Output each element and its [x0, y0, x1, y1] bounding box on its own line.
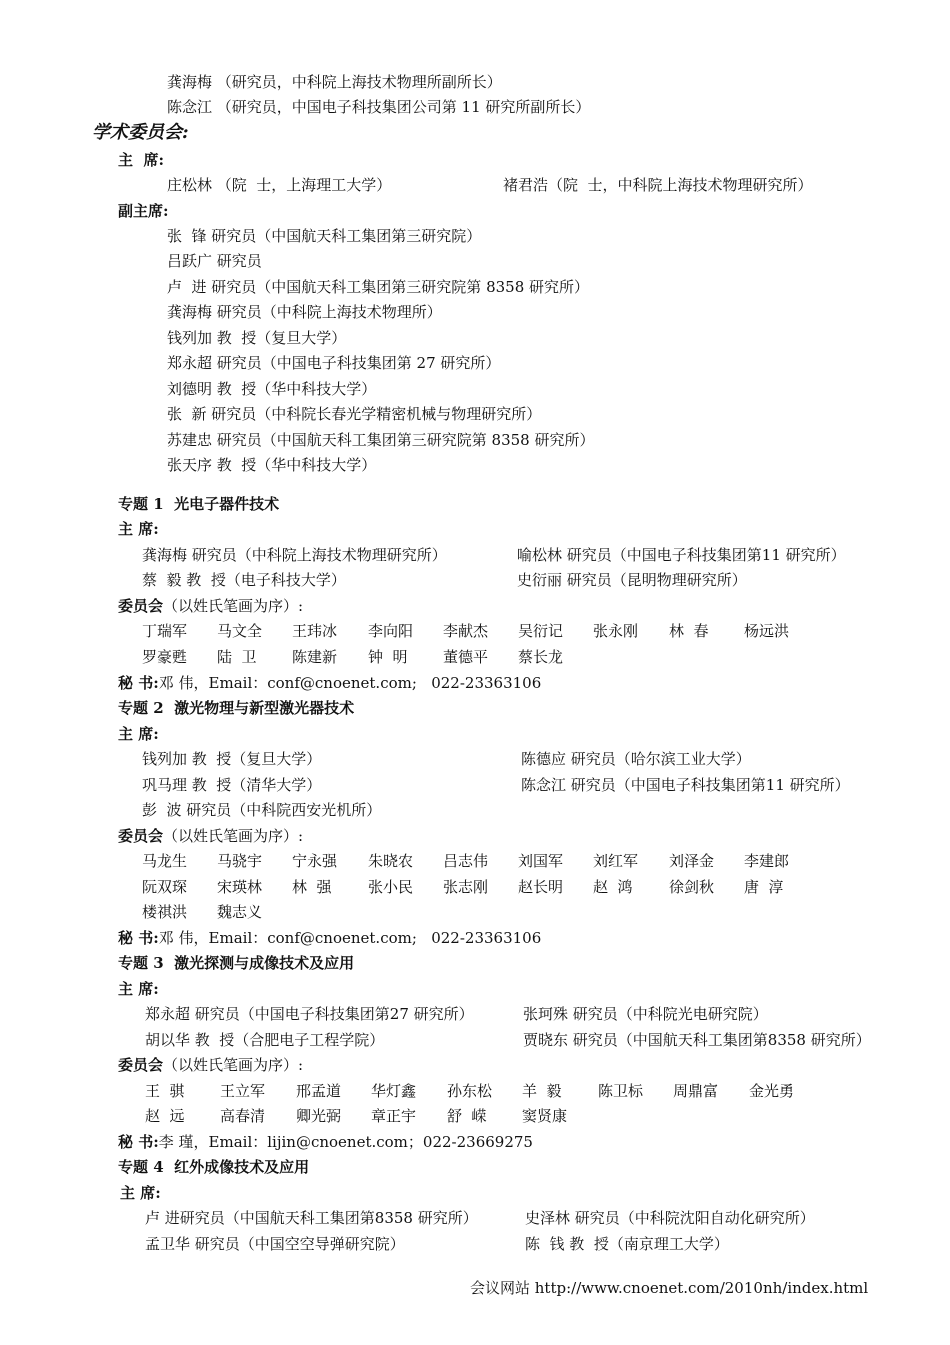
member-name: 舒 嵘	[447, 1107, 487, 1125]
committee-note: （以姓氏笔画为序）:	[163, 827, 304, 845]
member-name: 陈卫标	[598, 1082, 644, 1100]
member-name: 赵长明	[518, 878, 564, 896]
member-name: 陆 卫	[217, 648, 257, 666]
committee-label: 委员会	[118, 1056, 164, 1074]
member-name: 赵 远	[145, 1107, 185, 1125]
member-row	[142, 877, 862, 897]
topic-chair: 钱列加 教 授（复旦大学）	[142, 750, 322, 768]
member-name: 吴衍记	[518, 622, 564, 640]
member-name: 马骁宇	[217, 852, 263, 870]
topic-chair: 卢 进研究员（中国航天科工集团第8358 研究所）	[145, 1209, 478, 1227]
member-name: 吕志伟	[443, 852, 489, 870]
member-name: 林 强	[292, 878, 332, 896]
vice-chair-label: 副主席:	[118, 202, 169, 220]
member-row	[145, 1106, 865, 1126]
member-name: 刘泽金	[669, 852, 715, 870]
secretary-label: 秘 书:	[118, 674, 159, 692]
topic-chair-label: 主 席:	[118, 520, 159, 538]
vice-chair-entry: 钱列加 教 授（复旦大学）	[167, 329, 347, 347]
member-name: 华灯鑫	[371, 1082, 417, 1100]
topic-chair: 史泽林 研究员（中科院沈阳自动化研究所）	[525, 1209, 815, 1227]
topic-title: 专题 3 激光探测与成像技术及应用	[118, 954, 355, 972]
topic-chair-label: 主 席:	[120, 1184, 161, 1202]
secretary-line	[118, 928, 541, 948]
topic-chair: 陈德应 研究员（哈尔滨工业大学）	[521, 750, 751, 768]
member-row	[142, 902, 862, 922]
topic-chair-label: 主 席:	[118, 725, 159, 743]
member-name: 窦贤康	[522, 1107, 568, 1125]
member-name: 董德平	[443, 648, 489, 666]
member-name: 赵 鸿	[593, 878, 633, 896]
vice-chair-entry: 张 新 研究员（中科院长春光学精密机械与物理研究所）	[167, 405, 542, 423]
member-name: 朱晓农	[368, 852, 414, 870]
member-name: 唐 淳	[744, 878, 784, 896]
member-name: 蔡长龙	[518, 648, 564, 666]
committee-note: （以姓氏笔画为序）:	[163, 597, 304, 615]
member-name: 楼祺洪	[142, 903, 188, 921]
vice-chair-entry: 苏建忠 研究员（中国航天科工集团第三研究院第 8358 研究所）	[167, 431, 595, 449]
member-name: 钟 明	[368, 648, 408, 666]
secretary-line	[118, 1132, 533, 1152]
topic-chair: 郑永超 研究员（中国电子科技集团第27 研究所）	[145, 1005, 474, 1023]
topic-chair: 胡以华 教 授（合肥电子工程学院）	[145, 1031, 385, 1049]
topic-chair: 巩马理 教 授（清华大学）	[142, 776, 322, 794]
committee-line	[118, 596, 303, 616]
member-name: 孙东松	[447, 1082, 493, 1100]
topic-chair: 陈 钱 教 授（南京理工大学）	[525, 1235, 729, 1253]
chair-label: 主 席:	[118, 151, 164, 169]
topic-chair: 彭 波 研究员（中科院西安光机所）	[142, 801, 382, 819]
vice-chair-entry: 郑永超 研究员（中国电子科技集团第 27 研究所）	[167, 354, 501, 372]
vice-chair-entry: 张天序 教 授（华中科技大学）	[167, 456, 377, 474]
member-name: 王玮冰	[292, 622, 338, 640]
academic-committee-heading: 学术委员会:	[92, 122, 189, 143]
vice-chair-entry: 刘德明 教 授（华中科技大学）	[167, 380, 377, 398]
member-name: 李建郎	[744, 852, 790, 870]
member-name: 马文全	[217, 622, 263, 640]
member-name: 周鼎富	[673, 1082, 719, 1100]
secretary-contact: 邓 伟，Email：conf@cnoenet.com; 022-23363106	[158, 929, 542, 947]
member-name: 陈建新	[292, 648, 338, 666]
topic-title: 专题 1 光电子器件技术	[118, 495, 280, 513]
member-name: 徐剑秋	[669, 878, 715, 896]
member-name: 王 骐	[145, 1082, 185, 1100]
member-name: 张志刚	[443, 878, 489, 896]
vice-chair-entry: 卢 进 研究员（中国航天科工集团第三研究院第 8358 研究所）	[167, 278, 590, 296]
member-name: 杨远洪	[744, 622, 790, 640]
member-name: 刘红军	[593, 852, 639, 870]
secretary-contact: 李 瑾，Email：lijin@cnoenet.com；022-23669275	[158, 1133, 533, 1151]
secretary-line	[118, 673, 541, 693]
vice-chair-entry: 张 锋 研究员（中国航天科工集团第三研究院）	[167, 227, 482, 245]
member-name: 章正宇	[371, 1107, 417, 1125]
member-name: 李献杰	[443, 622, 489, 640]
topic-chair: 史衍丽 研究员（昆明物理研究所）	[517, 571, 747, 589]
member-name: 羊 毅	[522, 1082, 562, 1100]
topic-chair: 龚海梅 研究员（中科院上海技术物理研究所）	[142, 546, 447, 564]
vice-chair-entry: 龚海梅 研究员（中科院上海技术物理所）	[167, 303, 442, 321]
member-name: 李向阳	[368, 622, 414, 640]
topic-title: 专题 2 激光物理与新型激光器技术	[118, 699, 355, 717]
topic-chair: 陈念江 研究员（中国电子科技集团第11 研究所）	[521, 776, 850, 794]
member-name: 王立军	[220, 1082, 266, 1100]
member-name: 马龙生	[142, 852, 188, 870]
member-name: 刘国军	[518, 852, 564, 870]
secretary-label: 秘 书:	[118, 1133, 159, 1151]
org-member-line: 陈念江 （研究员，中国电子科技集团公司第 11 研究所副所长）	[167, 98, 591, 116]
member-name: 宁永强	[292, 852, 338, 870]
member-name: 阮双琛	[142, 878, 188, 896]
topic-chair: 张珂殊 研究员（中科院光电研究院）	[523, 1005, 768, 1023]
committee-label: 委员会	[118, 597, 164, 615]
topic-title: 专题 4 红外成像技术及应用	[118, 1158, 310, 1176]
member-name: 高春清	[220, 1107, 266, 1125]
secretary-contact: 邓 伟，Email：conf@cnoenet.com; 022-23363106	[158, 674, 542, 692]
member-name: 卿光弼	[296, 1107, 342, 1125]
org-member-line: 龚海梅 （研究员，中科院上海技术物理所副所长）	[167, 73, 502, 91]
member-name: 罗豪甦	[142, 648, 188, 666]
secretary-label: 秘 书:	[118, 929, 159, 947]
topic-chair-label: 主 席:	[118, 980, 159, 998]
member-name: 丁瑞军	[142, 622, 188, 640]
topic-chair: 喻松林 研究员（中国电子科技集团第11 研究所）	[517, 546, 846, 564]
chair-entry: 庄松林 （院 士，上海理工大学）	[167, 176, 392, 194]
member-row	[142, 851, 862, 871]
topic-chair: 贾晓东 研究员（中国航天科工集团第8358 研究所）	[523, 1031, 871, 1049]
member-name: 宋瑛林	[217, 878, 263, 896]
member-name: 魏志义	[217, 903, 263, 921]
topic-chair: 蔡 毅 教 授（电子科技大学）	[142, 571, 346, 589]
member-row	[142, 647, 862, 667]
member-name: 金光勇	[749, 1082, 795, 1100]
committee-note: （以姓氏笔画为序）:	[163, 1056, 304, 1074]
committee-line	[118, 826, 303, 846]
chair-entry: 褚君浩（院 士，中科院上海技术物理研究所）	[503, 176, 813, 194]
member-row	[145, 1081, 865, 1101]
conference-website-footer: 会议网站 http://www.cnoenet.com/2010nh/index.html	[470, 1279, 869, 1297]
member-name: 张小民	[368, 878, 414, 896]
vice-chair-entry: 吕跃广 研究员	[167, 252, 262, 270]
member-row	[142, 621, 862, 641]
committee-line	[118, 1055, 303, 1075]
committee-label: 委员会	[118, 827, 164, 845]
member-name: 邢孟道	[296, 1082, 342, 1100]
topic-chair: 孟卫华 研究员（中国空空导弹研究院）	[145, 1235, 405, 1253]
member-name: 张永刚	[593, 622, 639, 640]
member-name: 林 春	[669, 622, 709, 640]
